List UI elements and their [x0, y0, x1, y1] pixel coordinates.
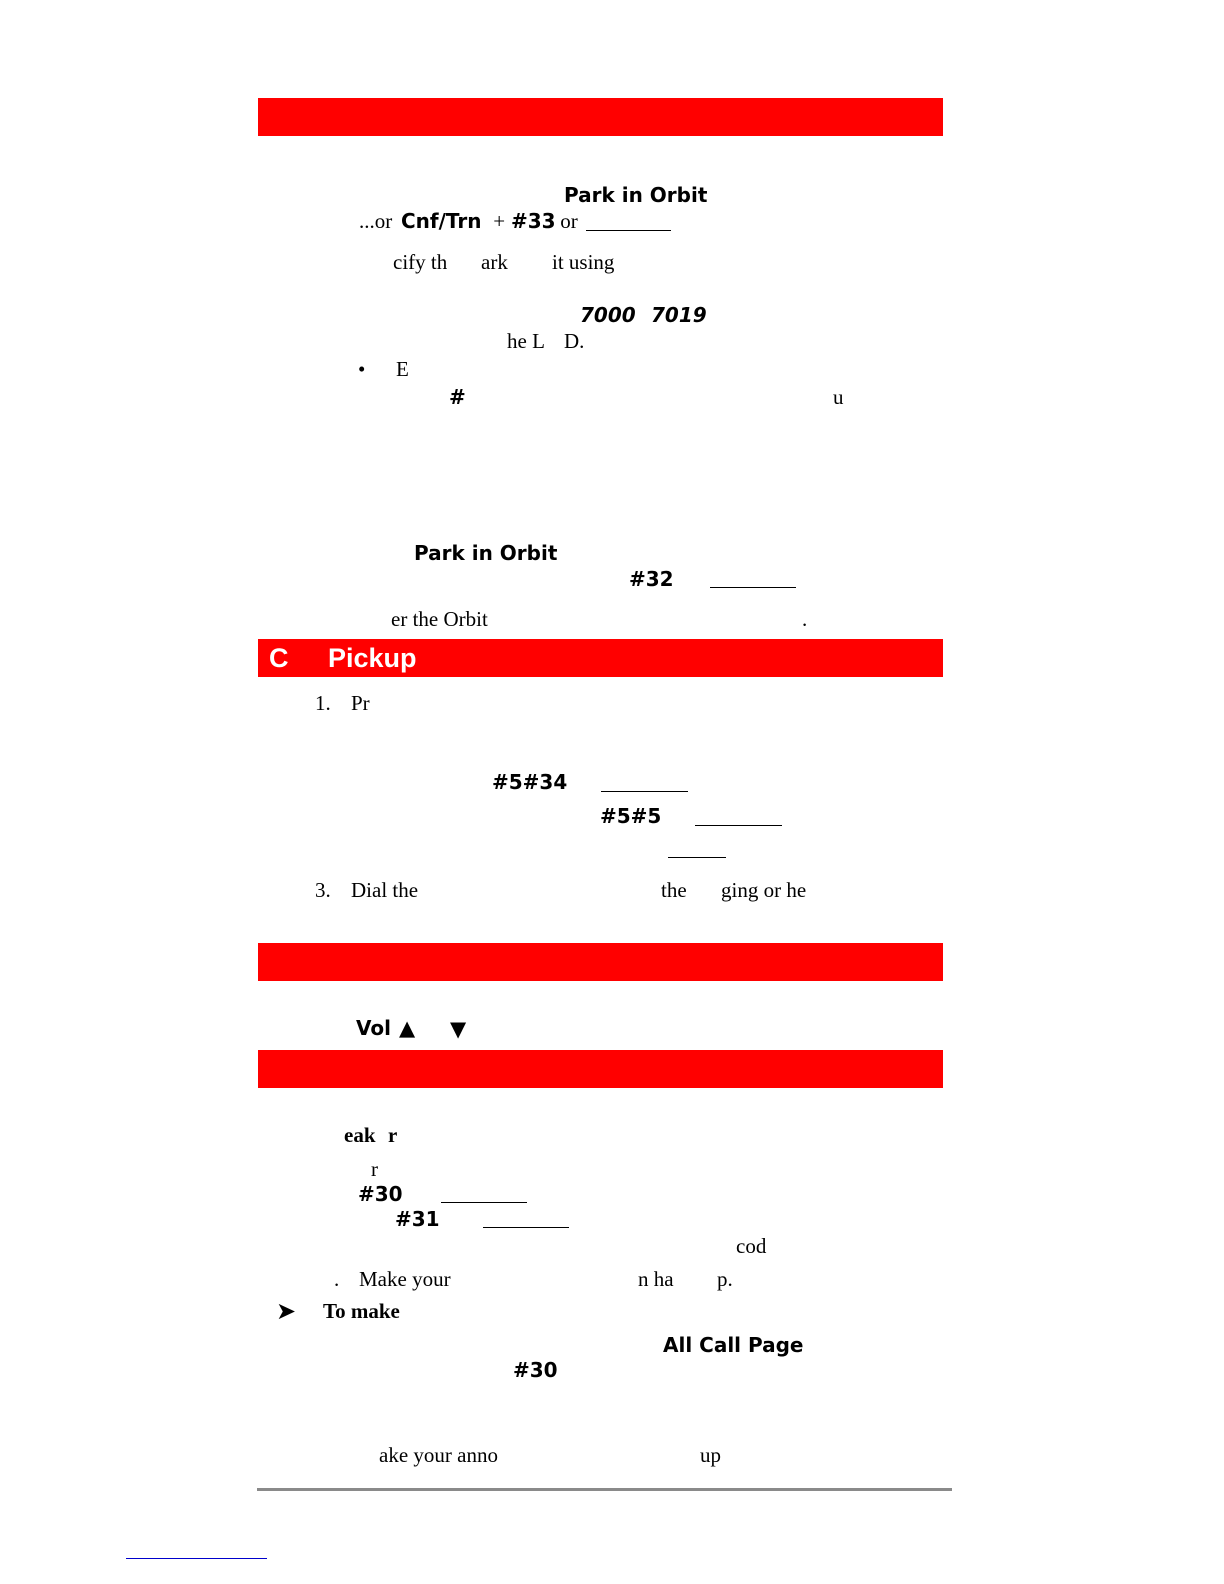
step-3-text: Dial the — [351, 878, 419, 902]
code-32: #32 — [629, 567, 674, 591]
text-fragment-period: . — [802, 607, 808, 631]
step-1-number: 1. — [315, 691, 331, 715]
text-fragment-cify: cify th — [393, 250, 448, 274]
section-header-bar-2 — [258, 639, 943, 677]
text-fragment-make-your: Make your — [359, 1267, 451, 1291]
text-fragment-r: r — [371, 1157, 378, 1181]
or-mid-text: or — [555, 209, 583, 233]
text-fragment-u: u — [833, 385, 844, 409]
footer-rule — [257, 1488, 952, 1491]
cnf-trn-key: Cnf/Trn — [401, 209, 482, 233]
text-fragment-r-bold: r — [388, 1123, 398, 1147]
code-31: #31 — [395, 1207, 440, 1231]
text-fragment-n-ha: n ha — [638, 1267, 674, 1291]
orbit-range-start: 7000 — [580, 303, 636, 327]
or-prefix-text: ...or — [359, 209, 398, 233]
blank-line — [601, 791, 688, 792]
section-header-title-pickup: Pickup — [328, 643, 417, 673]
code-5-34: #5#34 — [492, 770, 568, 794]
code-5-5: #5#5 — [600, 804, 662, 828]
text-fragment-p: p. — [717, 1267, 733, 1291]
section-header-bar-3 — [258, 943, 943, 981]
all-call-page-label: All Call Page — [663, 1333, 804, 1357]
volume-up-icon: ▲ — [399, 1016, 416, 1040]
park-in-orbit-label-2: Park in Orbit — [414, 541, 558, 565]
text-fragment-e: E — [396, 357, 409, 381]
section-header-title-letter: C — [269, 643, 289, 673]
blank-line — [586, 230, 671, 231]
vol-key-label: Vol — [356, 1016, 391, 1040]
blank-line — [441, 1202, 527, 1203]
to-make-heading: To make — [323, 1299, 400, 1323]
section-header-bar-1 — [258, 98, 943, 136]
text-fragment-eak: eak — [344, 1123, 376, 1147]
code-33: #33 — [511, 209, 556, 233]
text-fragment-cod: cod — [736, 1234, 767, 1258]
blank-line — [695, 825, 782, 826]
text-fragment-the: the — [661, 878, 687, 902]
orbit-range-end: 7019 — [651, 303, 707, 327]
text-fragment-ark: ark — [481, 250, 508, 274]
code-30-second: #30 — [513, 1358, 558, 1382]
step-3-number: 3. — [315, 878, 331, 902]
footer-link-underline — [126, 1558, 267, 1559]
hash-key: # — [449, 385, 466, 409]
text-fragment-d: D. — [564, 329, 585, 353]
blank-line — [668, 857, 726, 858]
arrow-bullet-icon: ➤ — [276, 1297, 297, 1325]
bullet: • — [358, 357, 366, 381]
blank-line — [710, 587, 796, 588]
text-fragment-he-l: he L — [507, 329, 545, 353]
blank-line — [483, 1227, 569, 1228]
step-1-text: Pr — [351, 691, 370, 715]
text-fragment-dot: . — [334, 1267, 340, 1291]
text-fragment-up: up — [700, 1443, 721, 1467]
park-in-orbit-label-1: Park in Orbit — [564, 183, 708, 207]
plus-text: + — [488, 209, 511, 233]
section-header-bar-4 — [258, 1050, 943, 1088]
code-30: #30 — [358, 1182, 403, 1206]
text-fragment-ging-or-he: ging or he — [721, 878, 807, 902]
volume-down-icon: ▼ — [450, 1017, 467, 1041]
text-fragment-ake-your-anno: ake your anno — [379, 1443, 498, 1467]
text-fragment-er-the-orbit: er the Orbit — [391, 607, 488, 631]
text-fragment-it-using: it using — [552, 250, 615, 274]
